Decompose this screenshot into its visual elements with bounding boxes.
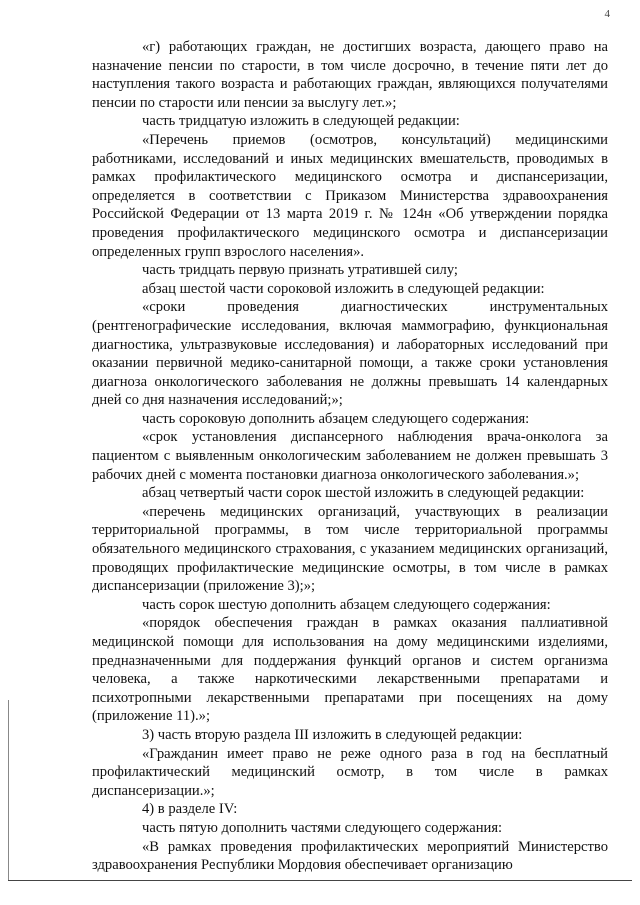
scan-bottom-edge	[8, 880, 632, 881]
paragraph: часть сорок шестую дополнить абзацем следующего содержания:	[142, 596, 551, 613]
paragraph: «перечень медицинских организаций, участвующих в реализации территориальной программы, в том числе территориальной программы обязательного медицинского страхования, с указанием медицинских организаций, проводящих профилактические медицинские осмотры, в том числе в рамках диспансеризации (приложение 3);»;	[92, 503, 608, 595]
paragraph: 3) часть вторую раздела III изложить в следующей редакции:	[142, 726, 523, 743]
paragraph: абзац четвертый части сорок шестой изложить в следующей редакции:	[142, 485, 585, 502]
paragraph: «Гражданин имеет право не реже одного раза в год на бесплатный профилактический медицинский осмотр, в том числе в рамках диспансеризации.»;	[92, 745, 608, 799]
paragraph: «порядок обеспечения граждан в рамках оказания паллиативной медицинской помощи для использования на дому медицинскими изделиями, предназначенными для поддержания функций органов и систем организма человека, а также наркотическими лекарственными препаратами и психотропными лекарственными препаратами при посещениях на дому (приложение 11).»;	[92, 615, 608, 725]
document-body	[92, 38, 608, 875]
paragraph: «Перечень приемов (осмотров, консультаций) медицинскими работниками, исследований и иных медицинских вмешательств, проводимых в рамках профилактического медицинского осмотра и диспансеризации, определяется в соответствии с Приказом Министерства здравоохранения Российской Федерации от 13 марта 2019 г. № 124н «Об утверждении порядка проведения профилактического медицинского осмотра и диспансеризации определенных групп взрослого населения».	[92, 131, 608, 260]
paragraph: часть пятую дополнить частями следующего содержания:	[142, 819, 503, 836]
paragraph: абзац шестой части сороковой изложить в следующей редакции:	[142, 280, 545, 297]
scan-left-edge	[8, 700, 9, 880]
paragraph: «сроки проведения диагностических инструментальных (рентгенографические исследования, включая маммографию, функциональная диагностика, ультразвуковые исследования) и лабораторных исследований при оказании первичной медико-санитарной помощи, а также сроки установления диагноза онкологического заболевания не должны превышать 14 календарных дней со дня назначения исследований;»;	[92, 299, 608, 409]
page-number: 4	[604, 8, 610, 20]
paragraph: часть сороковую дополнить абзацем следующего содержания:	[142, 410, 530, 427]
paragraph: часть тридцатую изложить в следующей редакции:	[142, 113, 460, 130]
paragraph: «В рамках проведения профилактических мероприятий Министерство здравоохранения Республики Мордовия обеспечивает организацию	[92, 838, 608, 874]
paragraph: «г) работающих граждан, не достигших возраста, дающего право на назначение пенсии по старости, в том числе досрочно, в течение пяти лет до наступления такого возраста и работающих граждан, являющихся получателями пенсии по старости или пенсии за выслугу лет.»;	[92, 39, 608, 111]
paragraph: часть тридцать первую признать утратившей силу;	[142, 262, 458, 279]
paragraph: «срок установления диспансерного наблюдения врача-онколога за пациентом с выявленным онкологическим заболеванием не должен превышать 3 рабочих дней с момента постановки диагноза онкологического заболевания.»;	[92, 429, 608, 483]
paragraph: 4) в разделе IV:	[142, 801, 238, 818]
